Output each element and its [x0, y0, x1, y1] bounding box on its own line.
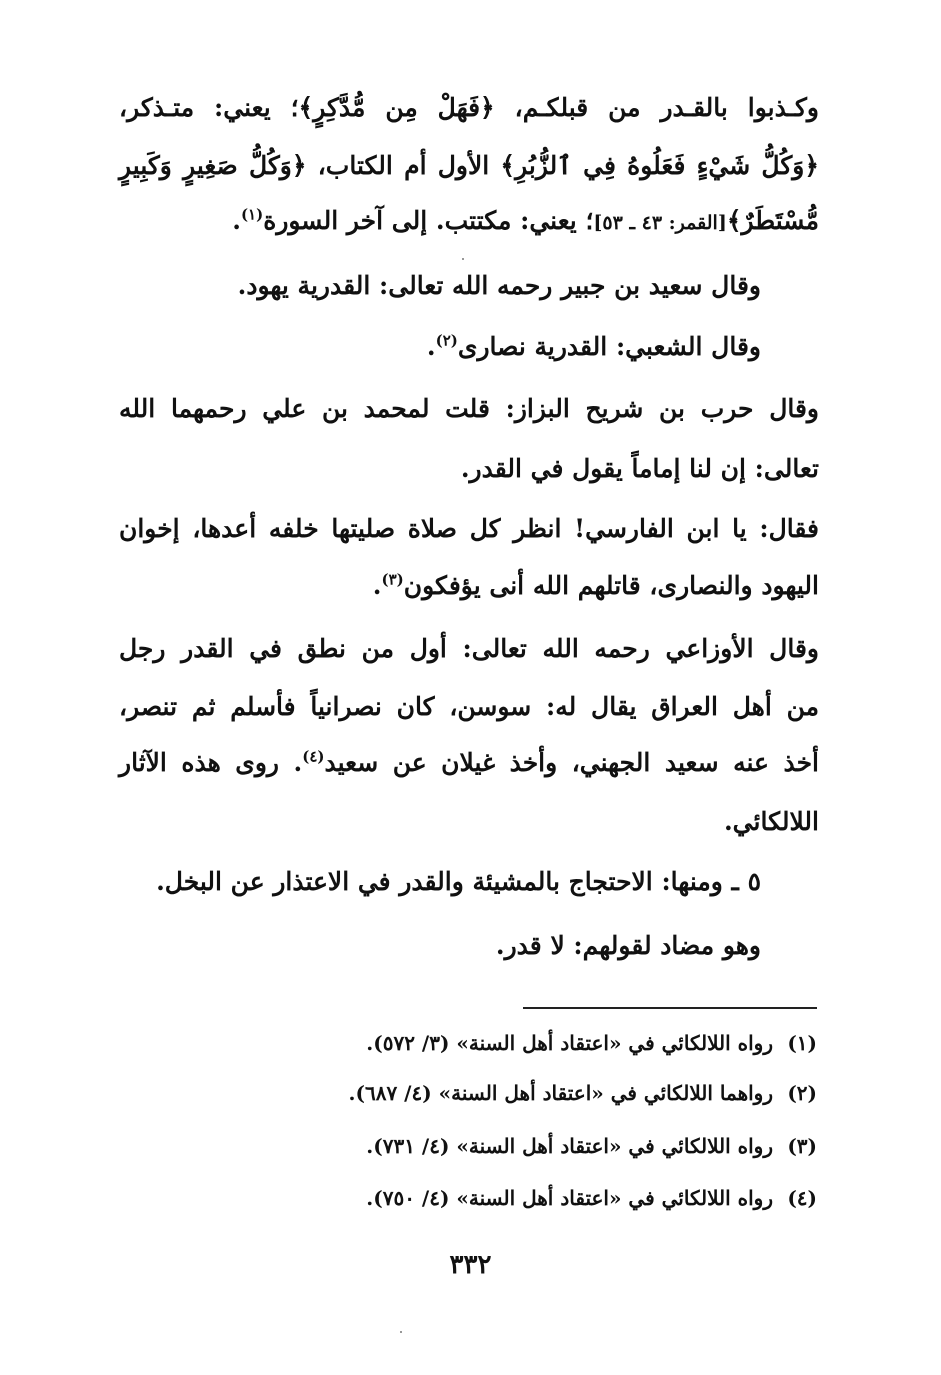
text-line-8: فقال: يا ابن الفارسي! انظر كل صلاة صليتها خلفه أعدها، إخوان: [119, 514, 819, 543]
text-line-2: ﴿وَكُلُّ شَيْءٍ فَعَلُوهُ فِي ٱلزُّبُرِ﴾ الأول أم الكتاب، ﴿وَكُلُّ صَغِيرٍ وَكَبِيرٍ: [119, 151, 819, 180]
text-line-5: وقال الشعبي: القدرية نصارى$^{(٢)}$.: [426, 331, 761, 361]
footnote-1: (١)رواه اللالكائي في «اعتقاد أهل السنة» (٣/ ٥٧٢).: [366, 1031, 817, 1055]
footnote-2: (٢)رواهما اللالكائي في «اعتقاد أهل السنة» (٤/ ٦٨٧).: [348, 1081, 817, 1105]
footnote-separator: [523, 1007, 817, 1009]
text-line-14: وهو مضاد لقولهم: لا قدر.: [495, 931, 761, 960]
text-line-7: تعالى: إن لنا إماماً يقول في القدر.: [460, 454, 819, 483]
text-line-3: مُّسْتَطَرٌ﴾[القمر: ٤٣ ـ ٥٣]؛ يعني: مكتتب. إلى آخر السورة$^{(١)}$.: [232, 205, 819, 235]
section-heading: ٥ ـ ومنها: الاحتجاج بالمشيئة والقدر في الاعتذار عن البخل.: [156, 867, 761, 896]
scan-speck: [400, 1331, 402, 1333]
text-line-9: اليهود والنصارى، قاتلهم الله أنى يؤفكون$^{(٣)}$.: [372, 570, 819, 600]
text-line-1: وكـذبوا بالقـدر من قبلكـم، ﴿فَهَلْ مِن مُّدَّكِرٍ﴾؛ يعني: متـذكر،: [119, 93, 819, 122]
text-line-13: اللالكائي.: [723, 807, 819, 836]
text-line-11: من أهل العراق يقال له: سوسن، كان نصرانياً فأسلم ثم تنصر،: [119, 692, 819, 721]
footnote-4: (٤)رواه اللالكائي في «اعتقاد أهل السنة» (٤/ ٧٥٠).: [366, 1186, 817, 1210]
page-number: ٣٣٢: [449, 1250, 492, 1280]
text-line-4: وقال سعيد بن جبير رحمه الله تعالى: القدرية يهود.: [237, 271, 761, 300]
text-line-10: وقال الأوزاعي رحمه الله تعالى: أول من نطق في القدر رجل: [119, 634, 819, 663]
footnote-3: (٣)رواه اللالكائي في «اعتقاد أهل السنة» (٤/ ٧٣١).: [366, 1134, 817, 1158]
text-line-6: وقال حرب بن شريح البزاز: قلت لمحمد بن علي رحمهما الله: [119, 394, 819, 423]
text-line-12: أخذ عنه سعيد الجهني، وأخذ غيلان عن سعيد$^{(٤)}$. روى هذه الآثار: [119, 747, 819, 777]
scan-speck: [462, 258, 464, 260]
